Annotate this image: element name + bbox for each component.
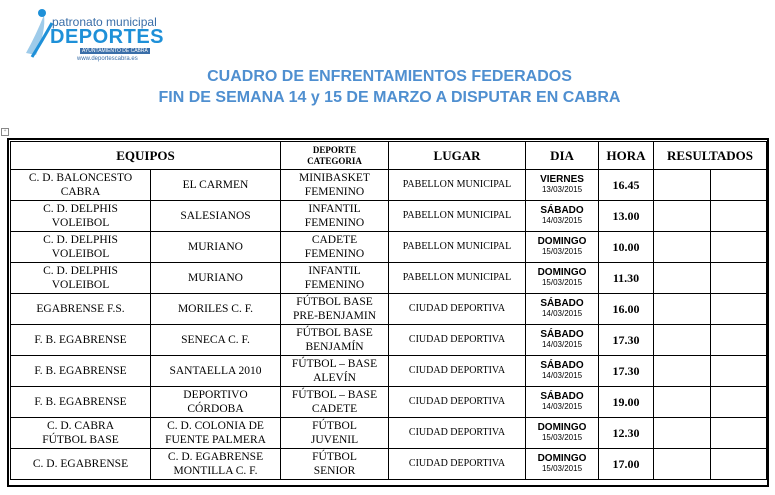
cell-away-team [151, 263, 281, 294]
cell-sport-category [281, 387, 389, 418]
cell-home-team-line: F. B. EGABRENSE [34, 334, 127, 346]
header-deporte-line1: DEPORTE [312, 144, 357, 155]
logo-org: patronato municipal [52, 15, 157, 29]
cell-sport-category-line: FEMENINO [304, 217, 365, 229]
table-row [11, 263, 767, 294]
cell-time: 17.00 [599, 449, 654, 480]
cell-time: 10.00 [599, 232, 654, 263]
cell-venue: PABELLON MUNICIPAL [389, 201, 526, 232]
day-name: SÁBADO [540, 329, 584, 340]
cell-away-team-line: FUENTE PALMERA [165, 434, 266, 446]
cell-result-home[interactable] [654, 387, 711, 418]
cell-away-team [151, 418, 281, 449]
cell-day [526, 263, 599, 294]
cell-away-team [151, 356, 281, 387]
cell-sport-category-line: JUVENIL [310, 434, 359, 446]
cell-day [526, 201, 599, 232]
day-date: 14/03/2015 [541, 216, 583, 225]
cell-sport-category-line: FÚTBOL BASE [296, 296, 373, 308]
cell-venue: PABELLON MUNICIPAL [389, 232, 526, 263]
cell-home-team-line: EGABRENSE F.S. [36, 303, 125, 315]
cell-away-team-line: SANTAELLA 2010 [169, 365, 262, 377]
cell-home-team [11, 170, 151, 201]
cell-day [526, 170, 599, 201]
cell-away-team [151, 294, 281, 325]
cell-home-team [11, 356, 151, 387]
header-deporte-line2: CATEGORIA [307, 155, 362, 166]
day-date: 14/03/2015 [541, 371, 583, 380]
cell-result-away[interactable] [711, 263, 767, 294]
table-row [11, 387, 767, 418]
cell-day [526, 325, 599, 356]
cell-sport-category-line: FÚTBOL [312, 451, 357, 463]
cell-sport-category-line: FÚTBOL BASE [296, 327, 373, 339]
cell-away-team-line: C. D. COLONIA DE [167, 420, 264, 432]
cell-home-team [11, 449, 151, 480]
cell-result-away[interactable] [711, 449, 767, 480]
page-subtitle: FIN DE SEMANA 14 y 15 DE MARZO A DISPUTAR EN CABRA [158, 89, 621, 106]
cell-away-team-line: MORILES C. F. [177, 303, 254, 315]
cell-result-home[interactable] [654, 232, 711, 263]
cell-result-home[interactable] [654, 449, 711, 480]
cell-sport-category [281, 232, 389, 263]
cell-sport-category-line: CADETE [311, 234, 358, 246]
cell-home-team [11, 387, 151, 418]
cell-sport-category-line: BENJAMÍN [305, 341, 364, 353]
cell-home-team-line: FÚTBOL BASE [42, 434, 119, 446]
cell-away-team [151, 170, 281, 201]
cell-sport-category-line: FÚTBOL [312, 420, 357, 432]
cell-result-away[interactable] [711, 232, 767, 263]
cell-result-home[interactable] [654, 294, 711, 325]
header-deporte [281, 142, 389, 170]
cell-time: 11.30 [599, 263, 654, 294]
cell-home-team [11, 263, 151, 294]
cell-result-away[interactable] [711, 325, 767, 356]
cell-venue: CIUDAD DEPORTIVA [389, 325, 526, 356]
cell-result-away[interactable] [711, 294, 767, 325]
cell-home-team-line: F. B. EGABRENSE [34, 396, 127, 408]
cell-away-team-line: EL CARMEN [182, 179, 249, 191]
day-name: DOMINGO [537, 236, 587, 247]
cell-result-away[interactable] [711, 201, 767, 232]
fixtures-table [10, 141, 767, 480]
day-name: DOMINGO [537, 453, 587, 464]
cell-time: 16.00 [599, 294, 654, 325]
cell-sport-category-line: SENIOR [313, 465, 356, 477]
cell-venue: CIUDAD DEPORTIVA [389, 294, 526, 325]
cell-time: 12.30 [599, 418, 654, 449]
day-date: 14/03/2015 [541, 309, 583, 318]
cell-away-team [151, 449, 281, 480]
day-date: 15/03/2015 [541, 433, 583, 442]
cell-day [526, 356, 599, 387]
cell-away-team [151, 201, 281, 232]
day-name: DOMINGO [537, 267, 587, 278]
page-title: CUADRO DE ENFRENTAMIENTOS FEDERADOS [207, 68, 572, 85]
cell-time: 19.00 [599, 387, 654, 418]
logo-name: DEPORTES [50, 26, 165, 48]
table-move-handle[interactable]: + [1, 128, 9, 136]
header-resultados: RESULTADOS [654, 142, 767, 170]
cell-away-team-line: C. D. EGABRENSE [167, 451, 264, 463]
cell-home-team-line: VOLEIBOL [51, 279, 110, 291]
cell-home-team-line: VOLEIBOL [51, 217, 110, 229]
cell-home-team-line: CABRA [60, 186, 101, 198]
cell-home-team-line: C. D. DELPHIS [43, 203, 118, 215]
cell-home-team-line: VOLEIBOL [51, 248, 110, 260]
cell-day [526, 294, 599, 325]
cell-sport-category-line: FÚTBOL – BASE [291, 358, 378, 370]
cell-day [526, 449, 599, 480]
logo-council: AYUNTAMIENTO DE CABRA [82, 48, 148, 54]
day-date: 14/03/2015 [541, 340, 583, 349]
cell-away-team-line: SENECA C. F. [181, 334, 250, 346]
table-row [11, 356, 767, 387]
cell-sport-category-line: MINIBASKET [299, 172, 370, 184]
table-row [11, 294, 767, 325]
cell-sport-category-line: FEMENINO [304, 279, 365, 291]
cell-home-team-line: C. D. DELPHIS [43, 234, 118, 246]
cell-result-home[interactable] [654, 263, 711, 294]
logo [22, 5, 165, 65]
cell-away-team-line: DEPORTIVO [183, 389, 248, 401]
cell-sport-category [281, 294, 389, 325]
day-date: 14/03/2015 [541, 402, 583, 411]
cell-result-away[interactable] [711, 387, 767, 418]
day-name: DOMINGO [537, 422, 587, 433]
cell-venue: CIUDAD DEPORTIVA [389, 418, 526, 449]
cell-home-team-line: C. D. BALONCESTO [28, 172, 133, 184]
cell-sport-category [281, 263, 389, 294]
cell-away-team-line: MONTILLA C. F. [173, 465, 258, 477]
day-date: 15/03/2015 [541, 464, 583, 473]
cell-sport-category-line: ALEVÍN [313, 372, 356, 384]
cell-home-team [11, 294, 151, 325]
cell-venue: CIUDAD DEPORTIVA [389, 387, 526, 418]
cell-home-team-line: C. D. CABRA [46, 420, 115, 432]
cell-day [526, 232, 599, 263]
header-hora: HORA [599, 142, 654, 170]
table-row [11, 418, 767, 449]
cell-home-team [11, 418, 151, 449]
table-row [11, 325, 767, 356]
cell-home-team [11, 325, 151, 356]
cell-result-home[interactable] [654, 201, 711, 232]
cell-sport-category [281, 170, 389, 201]
cell-venue: CIUDAD DEPORTIVA [389, 356, 526, 387]
table-header-row [11, 142, 767, 170]
cell-home-team [11, 201, 151, 232]
cell-sport-category-line: FEMENINO [304, 186, 365, 198]
day-name: VIERNES [540, 174, 584, 185]
header-lugar: LUGAR [389, 142, 526, 170]
cell-venue: CIUDAD DEPORTIVA [389, 449, 526, 480]
cell-venue: PABELLON MUNICIPAL [389, 263, 526, 294]
cell-result-away[interactable] [711, 170, 767, 201]
table-row [11, 170, 767, 201]
cell-home-team-line: C. D. DELPHIS [43, 265, 118, 277]
cell-result-home[interactable] [654, 356, 711, 387]
cell-away-team [151, 232, 281, 263]
table-row [11, 449, 767, 480]
cell-away-team [151, 325, 281, 356]
cell-time: 17.30 [599, 325, 654, 356]
cell-sport-category-line: PRE-BENJAMIN [292, 310, 377, 322]
table-row [11, 201, 767, 232]
cell-result-away[interactable] [711, 356, 767, 387]
cell-away-team [151, 387, 281, 418]
cell-result-home[interactable] [654, 325, 711, 356]
cell-sport-category [281, 418, 389, 449]
cell-time: 13.00 [599, 201, 654, 232]
cell-sport-category-line: CADETE [311, 403, 358, 415]
logo-url: www.deportescabra.es [77, 56, 138, 62]
cell-home-team-line: C. D. EGABRENSE [32, 458, 129, 470]
cell-result-away[interactable] [711, 418, 767, 449]
cell-sport-category-line: INFANTIL [308, 265, 361, 277]
cell-day [526, 387, 599, 418]
day-date: 15/03/2015 [541, 278, 583, 287]
cell-sport-category [281, 325, 389, 356]
cell-away-team-line: MURIANO [188, 272, 243, 284]
cell-sport-category-line: INFANTIL [308, 203, 361, 215]
day-name: SÁBADO [540, 360, 584, 371]
cell-sport-category [281, 201, 389, 232]
cell-away-team-line: SALESIANOS [180, 210, 251, 222]
day-name: SÁBADO [540, 205, 584, 216]
cell-sport-category [281, 356, 389, 387]
cell-away-team-line: MURIANO [188, 241, 243, 253]
cell-result-home[interactable] [654, 170, 711, 201]
cell-sport-category-line: FEMENINO [304, 248, 365, 260]
cell-time: 16.45 [599, 170, 654, 201]
day-date: 15/03/2015 [541, 247, 583, 256]
cell-time: 17.30 [599, 356, 654, 387]
cell-result-home[interactable] [654, 418, 711, 449]
header-dia: DIA [526, 142, 599, 170]
day-name: SÁBADO [540, 298, 584, 309]
day-date: 13/03/2015 [541, 185, 583, 194]
day-name: SÁBADO [540, 391, 584, 402]
header-equipos: EQUIPOS [11, 142, 281, 170]
cell-venue: PABELLON MUNICIPAL [389, 170, 526, 201]
cell-home-team-line: F. B. EGABRENSE [34, 365, 127, 377]
cell-home-team [11, 232, 151, 263]
cell-away-team-line: CÓRDOBA [187, 403, 244, 415]
table-row [11, 232, 767, 263]
cell-day [526, 418, 599, 449]
cell-sport-category-line: FÚTBOL – BASE [291, 389, 378, 401]
cell-sport-category [281, 449, 389, 480]
